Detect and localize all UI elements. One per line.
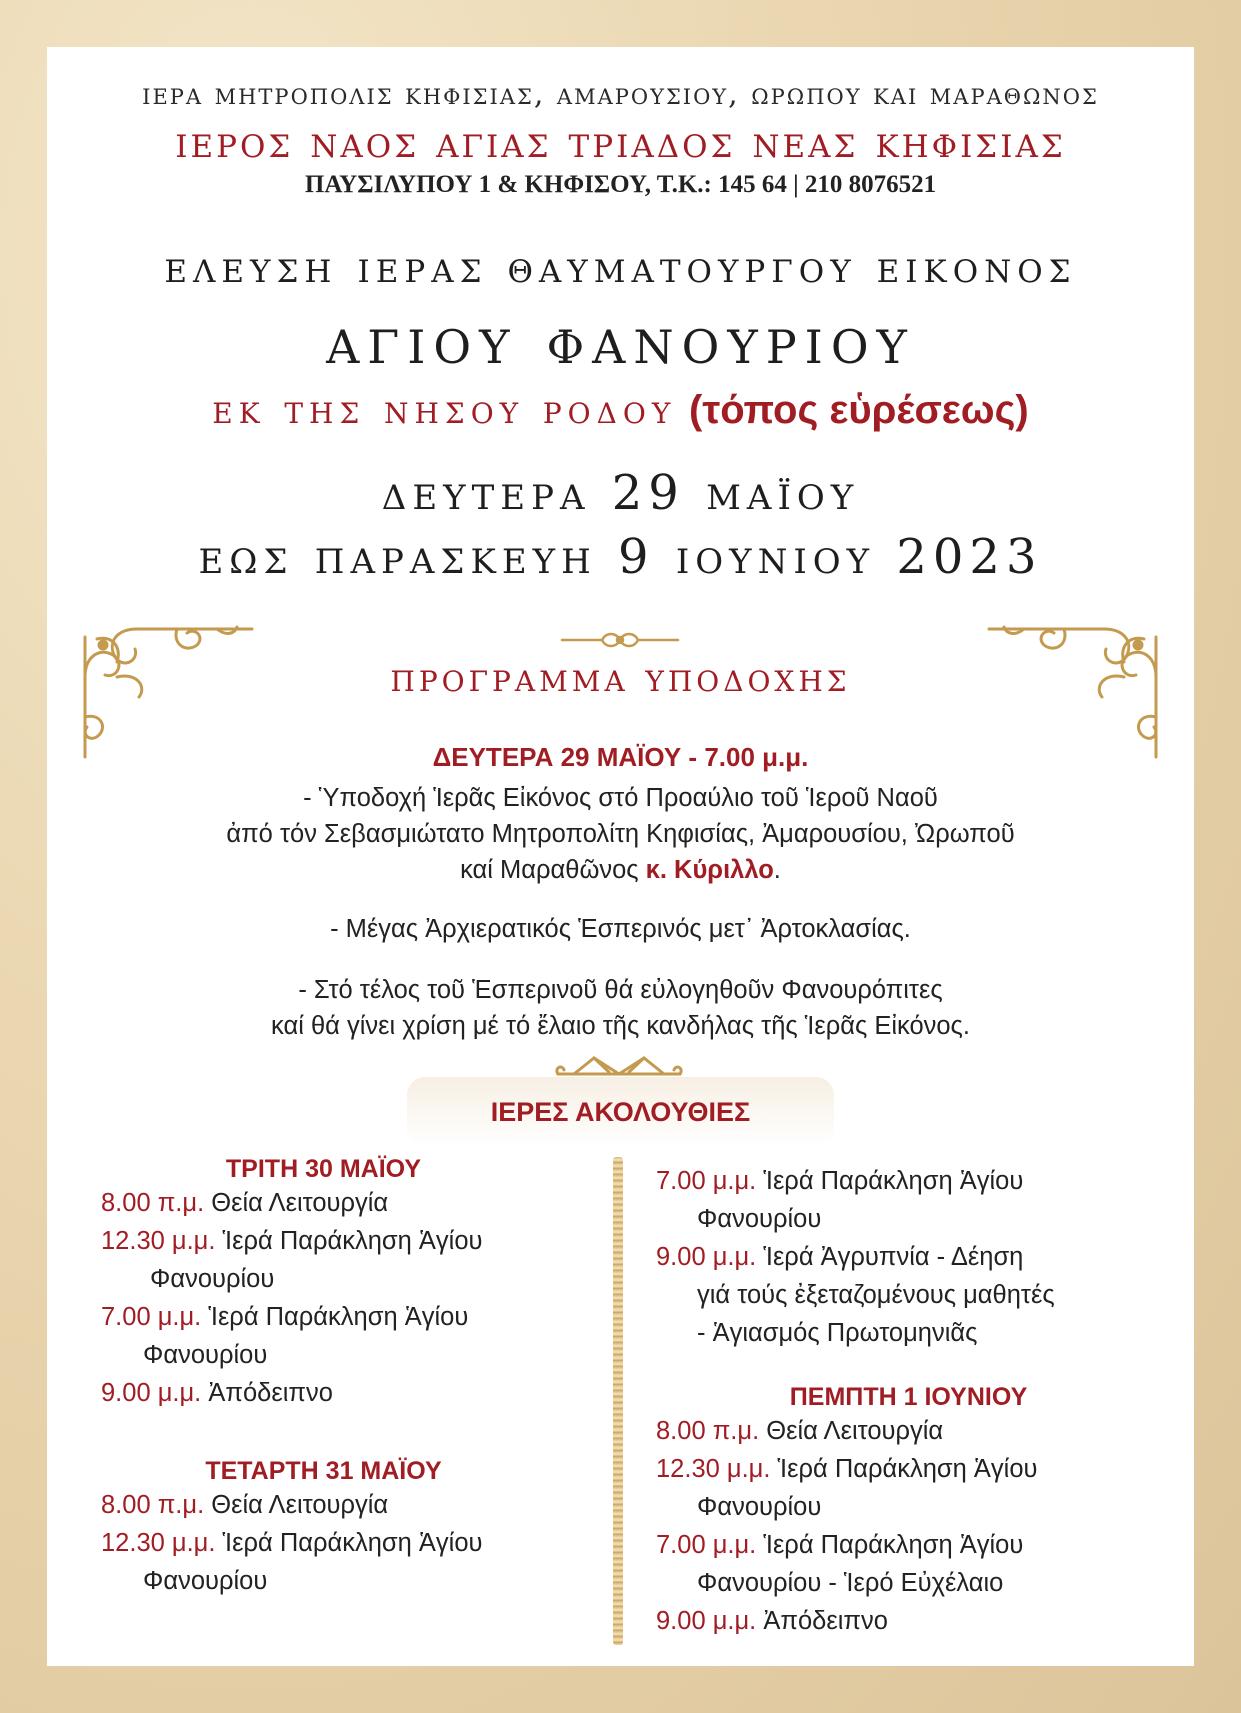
event-origin xyxy=(47,387,1194,433)
paragraph-line: - Ὑποδοχή Ἱερᾶς Εἰκόνος στό Προαύλιο τοῦ Ἱεροῦ Ναοῦ xyxy=(303,784,938,812)
poster xyxy=(47,47,1194,1666)
service-line xyxy=(101,1303,468,1332)
service-line-continued: Φανουρίου - Ἱερό Εὐχέλαιο xyxy=(697,1569,1004,1597)
service-line xyxy=(656,1531,1023,1560)
program-title: προγραμμα υποδοχησ xyxy=(390,655,851,701)
service-text: Ἱερά Παράκληση Ἁγίου xyxy=(215,1227,483,1255)
metropolitan-name: κ. Κύριλλο xyxy=(645,856,774,884)
service-time: 12.30 μ.μ. xyxy=(656,1455,771,1483)
service-text: Ἱερά Παράκληση Ἁγίου xyxy=(756,1167,1024,1195)
service-text: Ἱερά Παράκληση Ἁγίου xyxy=(770,1455,1038,1483)
church-address: ΠΑΥΣΙΛΥΠΟΥ 1 & ΚΗΦΙΣΟΥ, Τ.Κ.: 145 64 | 210 8076521 xyxy=(304,171,937,198)
program-paragraph-3 xyxy=(47,972,1194,1044)
service-line xyxy=(101,1529,482,1558)
event-heading-line1: ελευση ιερας θαυματουργου εικονος xyxy=(164,242,1077,293)
service-line xyxy=(101,1491,388,1520)
service-time: 8.00 π.μ. xyxy=(101,1189,205,1217)
paragraph-text: καί Μαραθῶνος xyxy=(460,856,646,884)
origin-text: εκ της νησου ροδου xyxy=(212,387,677,433)
top-divider-ornament-icon xyxy=(560,630,680,650)
service-line xyxy=(101,1379,333,1408)
service-time: 9.00 μ.μ. xyxy=(656,1243,757,1271)
day-heading-thursday: ΠΕΜΠΤΗ 1 ΙΟΥΝΙΟΥ xyxy=(789,1383,1028,1411)
service-time: 9.00 μ.μ. xyxy=(101,1379,202,1407)
service-line xyxy=(656,1417,943,1446)
paragraph-line: καί θά γίνει χρίση μέ τό ἔλαιο τῆς κανδήλας τῆς Ἱερᾶς Εἰκόνος. xyxy=(271,1012,970,1040)
service-time: 8.00 π.μ. xyxy=(101,1491,205,1519)
service-text: Ἱερά Παράκληση Ἁγίου xyxy=(201,1303,469,1331)
paragraph-line: - Στό τέλος τοῦ Ἑσπερινοῦ θά εὐλογηθοῦν Φανουρόπιτες xyxy=(298,976,943,1004)
service-text: Ἱερά Παράκληση Ἁγίου xyxy=(756,1531,1024,1559)
service-text: Ἀπόδειπνο xyxy=(756,1607,888,1635)
diocese-title: ιερα μητροπολις κηφισιας, αμαρουσιου, ωρωπου και μαραθωνος xyxy=(142,77,1099,112)
service-time: 8.00 π.μ. xyxy=(656,1417,760,1445)
service-text: Θεία Λειτουργία xyxy=(204,1189,389,1217)
services-title: ΙΕΡΕΣ ΑΚΟΛΟΥΘΙΕΣ xyxy=(490,1097,751,1127)
church-name: ιερος ναος αγιας τριαδος νεας κηφισιας xyxy=(175,117,1066,168)
date-from: δευτερα 29 μαϊου xyxy=(381,465,860,521)
service-text: Ἀπόδειπνο xyxy=(201,1379,333,1407)
event-heading-saint: αγιου φανουριου xyxy=(326,302,915,379)
service-text: Ἱερά Ἀγρυπνία - Δέηση xyxy=(756,1243,1024,1271)
service-text: Θεία Λειτουργία xyxy=(204,1491,389,1519)
day-heading-tuesday: ΤΡΙΤΗ 30 ΜΑΪΟΥ xyxy=(225,1155,422,1183)
day-heading-wednesday: ΤΕΤΑΡΤΗ 31 ΜΑΪΟΥ xyxy=(205,1457,442,1485)
column-divider xyxy=(613,1157,623,1645)
paragraph-line xyxy=(47,852,1194,888)
service-line-continued: Φανουρίου xyxy=(143,1341,268,1369)
service-text: Ἱερά Παράκληση Ἁγίου xyxy=(215,1529,483,1557)
service-line-continued: Φανουρίου xyxy=(697,1205,822,1233)
service-line-continued: Φανουρίου xyxy=(150,1265,275,1293)
paragraph-line: ἀπό τόν Σεβασμιώτατο Μητροπολίτη Κηφισίας, Ἀμαρουσίου, Ὠρωποῦ xyxy=(226,820,1015,848)
service-line xyxy=(656,1243,1023,1272)
service-line-continued: Φανουρίου xyxy=(697,1493,822,1521)
service-time: 7.00 μ.μ. xyxy=(101,1303,202,1331)
service-line-continued: - Ἁγιασμός Πρωτομηνιᾶς xyxy=(697,1319,978,1347)
service-line xyxy=(101,1227,482,1256)
program-paragraph-1 xyxy=(47,780,1194,888)
program-paragraph-2: - Μέγας Ἀρχιερατικός Ἑσπερινός μετ᾽ Ἀρτοκλασίας. xyxy=(330,915,911,943)
service-time: 7.00 μ.μ. xyxy=(656,1531,757,1559)
service-line xyxy=(656,1607,888,1636)
program-date: ΔΕΥΤΕΡΑ 29 ΜΑΪΟΥ - 7.00 μ.μ. xyxy=(432,742,809,772)
date-to: εως παρασκευη 9 ιουνιου 2023 xyxy=(198,529,1043,585)
paragraph-text: . xyxy=(773,856,781,884)
service-text: Θεία Λειτουργία xyxy=(759,1417,944,1445)
service-line xyxy=(101,1189,388,1218)
service-time: 7.00 μ.μ. xyxy=(656,1167,757,1195)
service-line-continued: Φανουρίου xyxy=(143,1567,268,1595)
service-time: 12.30 μ.μ. xyxy=(101,1227,216,1255)
service-line-continued: γιά τούς ἐξεταζομένους μαθητές xyxy=(697,1281,1055,1309)
service-line xyxy=(656,1455,1037,1484)
service-time: 12.30 μ.μ. xyxy=(101,1529,216,1557)
origin-note: (τόπος εὑρέσεως) xyxy=(689,388,1029,432)
service-line xyxy=(656,1167,1023,1196)
service-time: 9.00 μ.μ. xyxy=(656,1607,757,1635)
